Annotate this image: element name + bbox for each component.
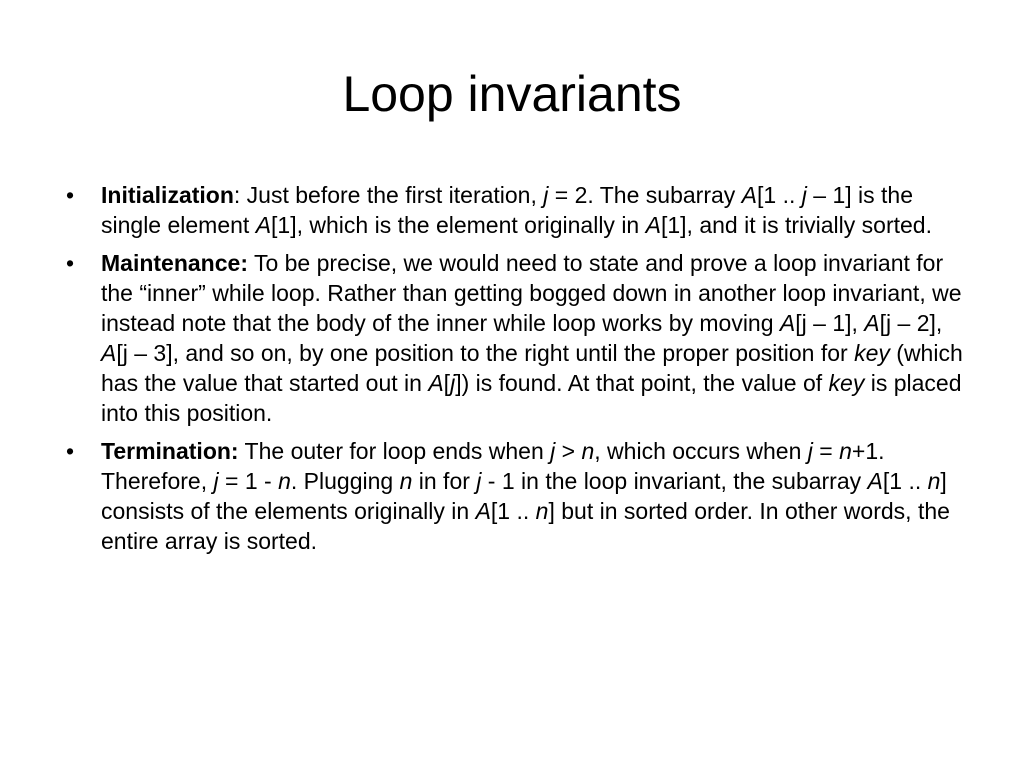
math-variable: A [864,310,880,336]
math-variable: A [779,310,796,336]
bullet-text: [1 .. [882,468,928,494]
bullet-text: = 1 - [218,468,279,494]
slide-title: Loop invariants [342,66,682,122]
bullet-text: in for [412,468,477,494]
math-variable: n [399,468,413,494]
bullet-item [60,180,966,240]
math-variable: j [213,468,219,494]
bullet-text: [j – 2], [879,310,943,336]
math-variable: n [278,468,291,494]
bullet-icon: • [65,182,75,208]
math-variable: key [828,370,865,396]
math-variable: j [543,182,549,208]
bullet-text: > [555,438,582,464]
math-variable: A [101,340,117,366]
bullet-term: Initialization [101,182,234,208]
bullet-text: ]) is found. At that point, the value of [455,370,829,396]
math-variable: A [741,182,757,208]
math-variable: j [801,182,807,208]
bullet-text: is placed into this position. [101,370,962,426]
bullet-text: = 2. The subarray [548,182,742,208]
bullet-text: [1], and it is trivially sorted. [660,212,932,238]
bullet-text: [1 .. [490,498,536,524]
bullet-text: - 1 in the loop invariant, the subarray [481,468,868,494]
math-variable: A [645,212,661,238]
bullet-text: [1 .. [757,182,802,208]
bullet-term: Termination: [101,438,239,464]
bullet-text: : Just before the first iteration, [233,182,544,208]
math-variable: A [428,370,444,396]
math-variable: j [450,370,456,396]
bullet-text: +1. Therefore, [101,438,885,494]
math-variable: j [476,468,482,494]
math-variable: n [581,438,595,464]
bullet-text: – 1] is the single element [101,182,913,238]
math-variable: A [475,498,491,524]
bullet-icon: • [65,438,75,464]
bullet-list [60,180,966,564]
bullet-text: [j – 1], [795,310,865,336]
bullet-text: The outer for loop ends when [238,438,551,464]
bullet-text: . Plugging [290,468,400,494]
bullet-term: Maintenance: [101,250,248,276]
math-variable: j [550,438,556,464]
bullet-text: [ [443,370,451,396]
math-variable: n [535,498,549,524]
math-variable: A [255,212,272,238]
bullet-item [60,248,966,428]
bullet-text: [1], which is the element originally in [271,212,646,238]
math-variable: n [839,438,852,464]
math-variable: n [927,468,941,494]
bullet-text: (which has the value that started out in [101,340,963,396]
bullet-item [60,436,966,556]
bullet-text: = [812,438,840,464]
bullet-text: , which occurs when [594,438,808,464]
bullet-text: ] consists of the elements originally in [101,468,947,524]
bullet-icon: • [65,250,75,276]
bullet-text: [j – 3], and so on, by one position to the right until the proper position for [116,340,855,366]
math-variable: j [807,438,813,464]
bullet-text: ] but in sorted order. In other words, the entire array is sorted. [101,498,950,554]
math-variable: key [854,340,890,366]
bullet-text: To be precise, we would need to state and prove a loop invariant for the “inner” while loop. Rather than getting bogged down in another loop invariant, we instead note that the body of the inner while loop works by moving [101,250,962,336]
math-variable: A [867,468,883,494]
